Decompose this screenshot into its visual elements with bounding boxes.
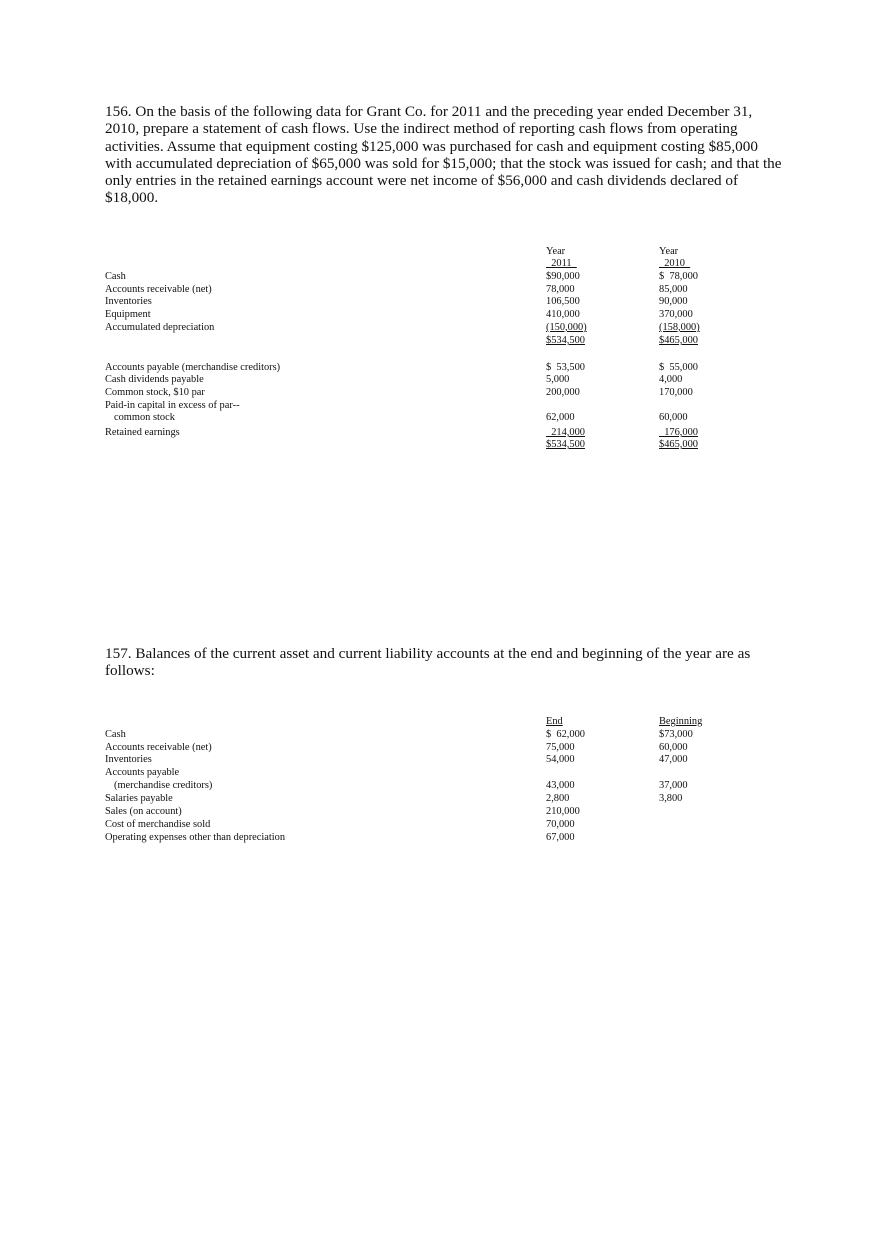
col-beginning-header: Beginning — [659, 716, 703, 727]
row-label: Cash — [105, 271, 126, 282]
row-value-beginning: 3,800 — [659, 793, 683, 804]
row-value-2010: 4,000 — [659, 374, 683, 385]
row-value-2010: $ 55,000 — [659, 362, 698, 373]
row-label: Accounts payable (merchandise creditors) — [105, 362, 281, 373]
row-label: Accounts receivable (net) — [105, 284, 212, 295]
question-156-line: $18,000. — [105, 189, 159, 207]
row-label: Cash — [105, 729, 126, 740]
row-value-2011: 200,000 — [546, 387, 580, 398]
liabilities-total-2010: $465,000 — [659, 439, 698, 450]
col-2010-header-year: 2010 — [659, 258, 691, 269]
row-label: Retained earnings — [105, 427, 180, 438]
row-value-beginning: 37,000 — [659, 780, 688, 791]
row-value-2010: 170,000 — [659, 387, 693, 398]
row-value-end: 70,000 — [546, 819, 575, 830]
col-2010-header-top: Year — [659, 246, 679, 257]
row-value-end: 210,000 — [546, 806, 580, 817]
row-label: Common stock, $10 par — [105, 387, 205, 398]
row-value-2011: 214,000 — [546, 427, 585, 438]
liabilities-total-2011: $534,500 — [546, 439, 585, 450]
question-156-line: 2010, prepare a statement of cash flows. Use the indirect method of reporting cash flows from operating — [105, 120, 738, 138]
row-value-2010: (158,000) — [659, 322, 700, 333]
question-156-line: with accumulated depreciation of $65,000 was sold for $15,000; that the stock was issued for cash; and that the — [105, 154, 782, 172]
row-label: Accumulated depreciation — [105, 322, 215, 333]
question-156-text — [105, 103, 782, 207]
col-end-header: End — [546, 716, 563, 727]
row-label: (merchandise creditors) — [114, 780, 213, 791]
row-value-2010: 85,000 — [659, 284, 688, 295]
row-value-2011: $90,000 — [546, 271, 580, 282]
row-label: Sales (on account) — [105, 806, 182, 817]
question-157-line: follows: — [105, 662, 155, 680]
row-label: Inventories — [105, 296, 152, 307]
row-value-2010: 370,000 — [659, 309, 693, 320]
row-value-2011: 62,000 — [546, 412, 575, 423]
row-value-2011: 106,500 — [546, 296, 580, 307]
row-value-2010: 176,000 — [659, 427, 698, 438]
row-value-end: 54,000 — [546, 754, 575, 765]
row-label: Salaries payable — [105, 793, 173, 804]
row-value-2011: 78,000 — [546, 284, 575, 295]
assets-total-2010: $465,000 — [659, 335, 698, 346]
row-label: Equipment — [105, 309, 151, 320]
row-value-end: $ 62,000 — [546, 729, 585, 740]
row-value-end: 75,000 — [546, 742, 575, 753]
row-value-beginning: 47,000 — [659, 754, 688, 765]
row-value-2011: 410,000 — [546, 309, 580, 320]
row-label: Paid-in capital in excess of par-- — [105, 400, 240, 411]
row-label: Inventories — [105, 754, 152, 765]
row-label: Cash dividends payable — [105, 374, 204, 385]
question-157-text — [105, 645, 775, 680]
row-value-beginning: $73,000 — [659, 729, 693, 740]
row-value-beginning: 60,000 — [659, 742, 688, 753]
row-label: Cost of merchandise sold — [105, 819, 211, 830]
col-2011-header-year: 2011 — [546, 258, 577, 269]
question-156-line: only entries in the retained earnings account were net income of $56,000 and cash dividends declared of — [105, 172, 739, 190]
row-value-2011: $ 53,500 — [546, 362, 585, 373]
row-value-2010: 90,000 — [659, 296, 688, 307]
row-label: Accounts payable — [105, 767, 180, 778]
question-156-line: activities. Assume that equipment costing $125,000 was purchased for cash and equipment costing $85,000 — [105, 137, 758, 155]
row-value-2011: (150,000) — [546, 322, 587, 333]
row-value-2011: 5,000 — [546, 374, 570, 385]
row-value-end: 43,000 — [546, 780, 575, 791]
row-value-2010: $ 78,000 — [659, 271, 698, 282]
col-2011-header-top: Year — [546, 246, 566, 257]
row-value-end: 67,000 — [546, 832, 575, 843]
assets-total-2011: $534,500 — [546, 335, 585, 346]
row-value-end: 2,800 — [546, 793, 570, 804]
question-156-line: 156. On the basis of the following data for Grant Co. for 2011 and the preceding year ended December 31, — [105, 103, 753, 120]
question-157-line: 157. Balances of the current asset and current liability accounts at the end and beginning of the year are as — [105, 645, 751, 662]
row-value-2010: 60,000 — [659, 412, 688, 423]
row-label: Operating expenses other than depreciation — [105, 832, 286, 843]
row-label: Accounts receivable (net) — [105, 742, 212, 753]
row-label: common stock — [114, 412, 175, 423]
